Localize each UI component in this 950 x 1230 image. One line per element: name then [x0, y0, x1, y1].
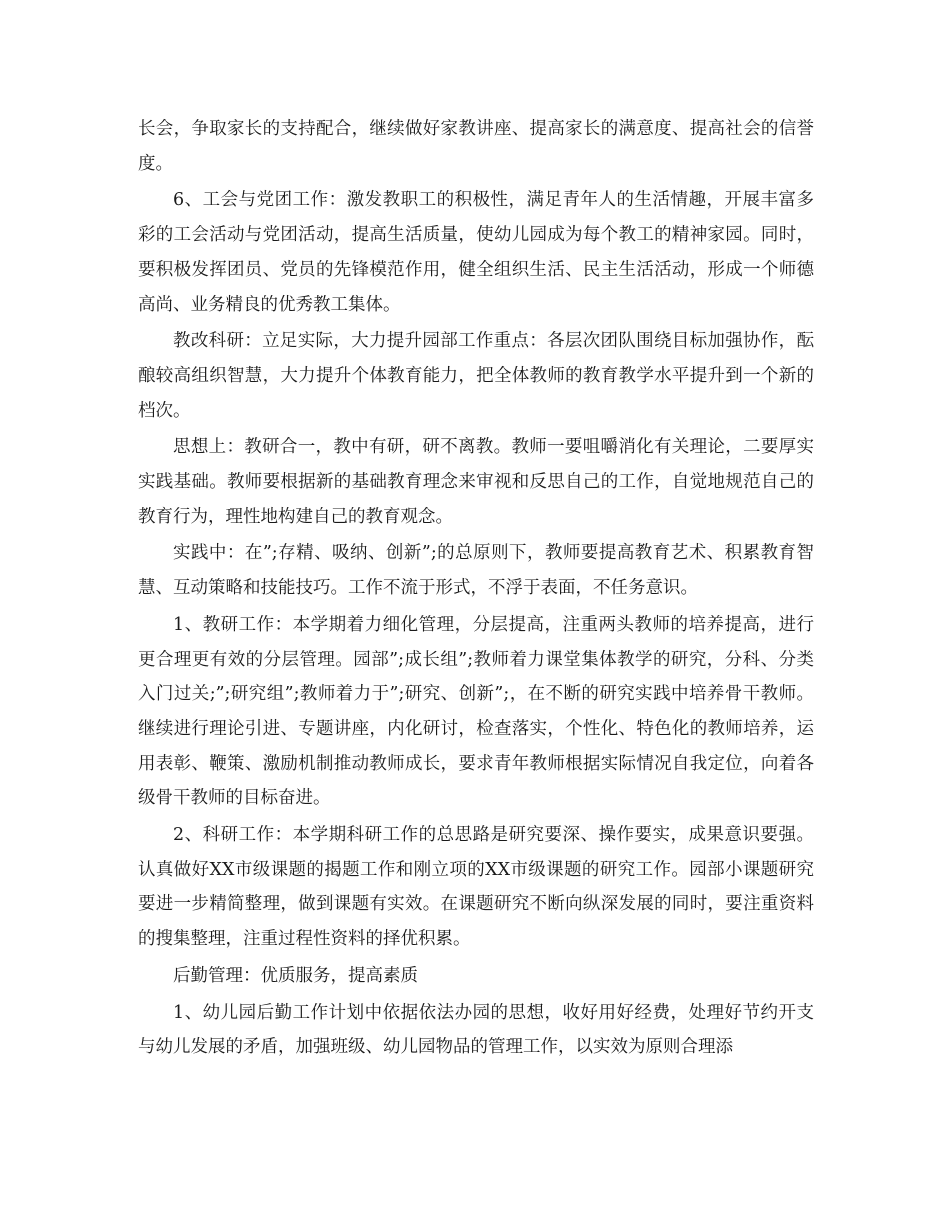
paragraph-ideology: 思想上：教研合一，教中有研，研不离教。教师一要咀嚼消化有关理论，二要厚实实践基础。教师要根据新的基础教育理念来审视和反思自己的工作，自觉地规范自己的教育行为，理性地构建自己的教育观念。 — [138, 437, 814, 527]
paragraph-practice: 实践中：在”;存精、吸纳、创新”;的总原则下，教师要提高教育艺术、积累教育智慧、互动策略和技能技巧。工作不流于形式，不浮于表面，不任务意识。 — [138, 543, 814, 599]
paragraph-union-party-work: 6、工会与党团工作：激发教职工的积极性，满足青年人的生活情趣，开展丰富多彩的工会活动与党团活动，提高生活质量，使幼儿园成为每个教工的精神家园。同时，要积极发挥团员、党员的先锋模范作用，健全组织生活、民主生活活动，形成一个师德高尚、业务精良的优秀教工集体。 — [138, 190, 814, 315]
paragraph-logistics-heading: 后勤管理：优质服务，提高素质 — [173, 965, 418, 986]
paragraph-teaching-reform: 教改科研：立足实际，大力提升园部工作重点：各层次团队围绕目标加强协作，酝酿较高组织智慧，大力提升个体教育能力，把全体教师的教育教学水平提升到一个新的档次。 — [138, 331, 814, 421]
paragraph-logistics-plan: 1、幼儿园后勤工作计划中依据依法办园的思想，收好用好经费，处理好节约开支与幼儿发展的矛盾，加强班级、幼儿园物品的管理工作，以实效为原则合理添 — [138, 1002, 814, 1058]
paragraph-teaching-research: 1、教研工作：本学期着力细化管理，分层提高，注重两头教师的培养提高，进行更合理更有效的分层管理。园部”;成长组”;教师着力课堂集体教学的研究，分科、分类入门过关;”;研究组”;教师着力于”;研究、创新”;，在不断的研究实践中培养骨干教师。继续进行理论引进、专题讲座，内化研讨，检查落实，个性化、特色化的教师培养，运用表彰、鞭策、激励机制推动教师成长，要求青年教师根据实际情况自我定位，向着各级骨干教师的目标奋进。 — [138, 614, 814, 809]
paragraph-scientific-research: 2、科研工作：本学期科研工作的总思路是研究要深、操作要实，成果意识要强。认真做好XX市级课题的揭题工作和刚立项的XX市级课题的研究工作。园部小课题研究要进一步精简整理，做到课题有实效。在课题研究不断向纵深发展的同时，要注重资料的搜集整理，注重过程性资料的择优积累。 — [138, 825, 814, 950]
document-page — [138, 112, 814, 1067]
paragraph-continuation: 长会，争取家长的支持配合，继续做好家教讲座、提高家长的满意度、提高社会的信誉度。 — [138, 119, 814, 174]
